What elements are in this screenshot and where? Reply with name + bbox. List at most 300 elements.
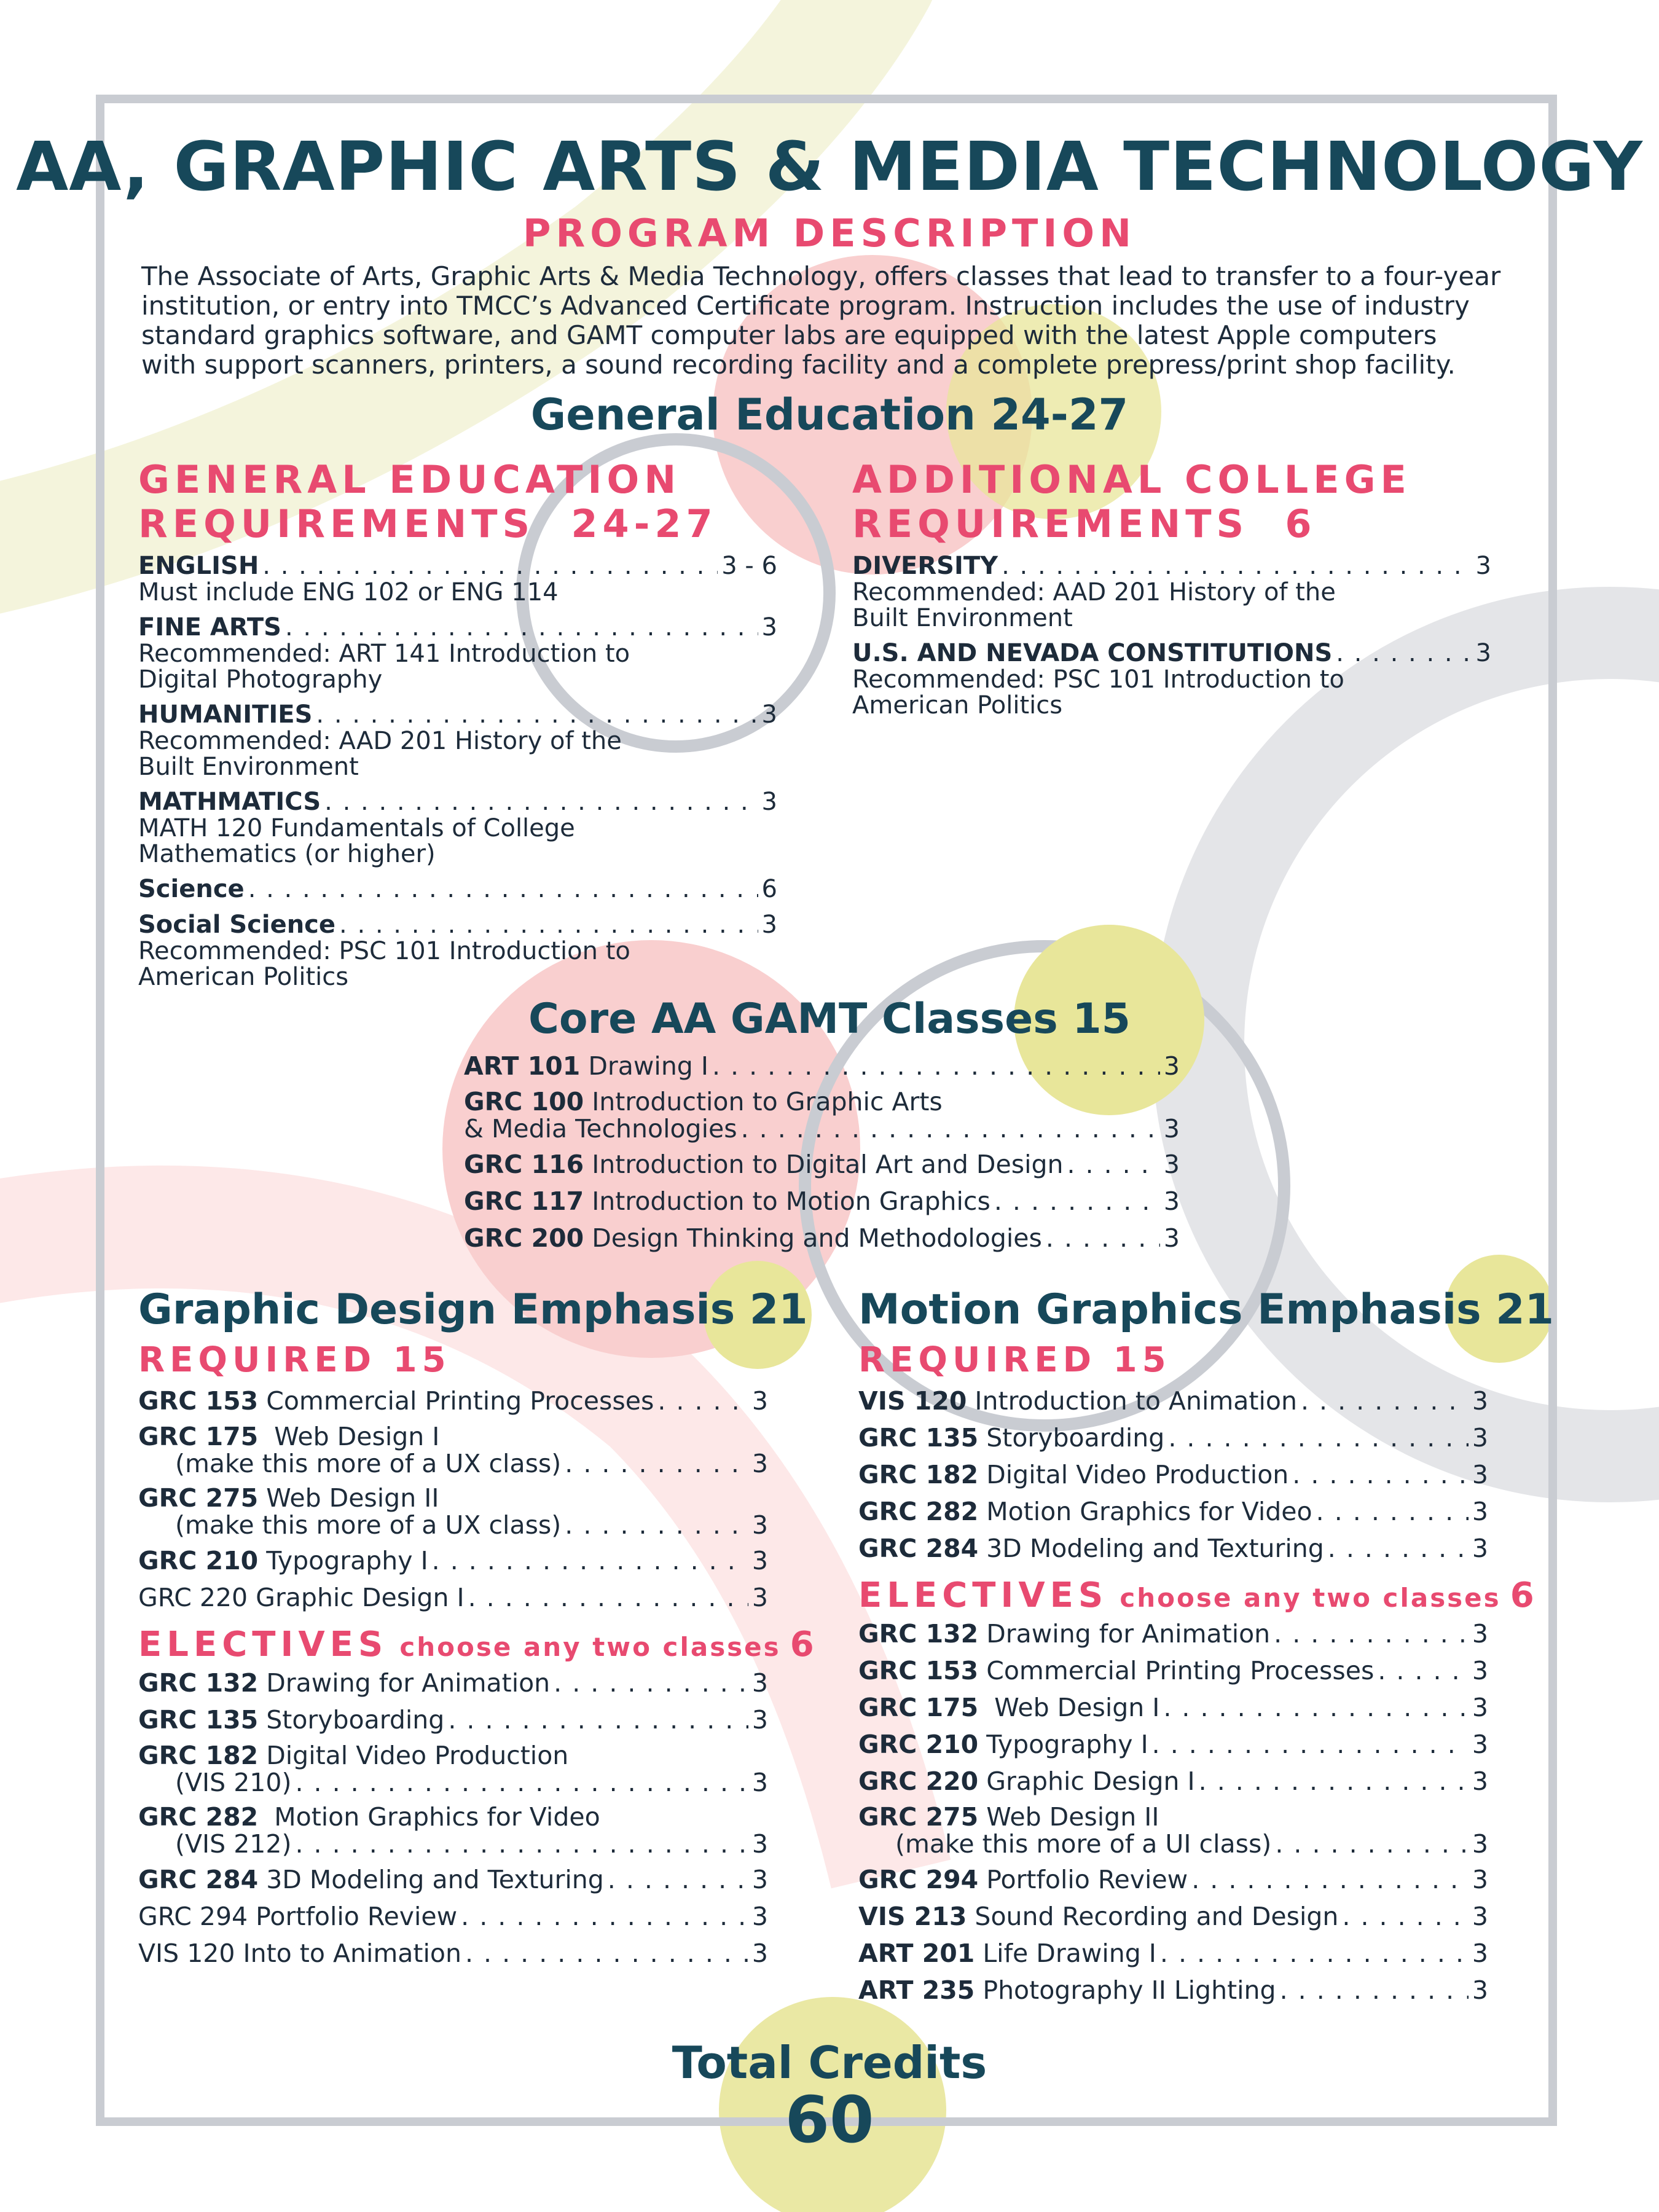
course-row — [138, 1382, 768, 1419]
course-text — [858, 1935, 1156, 1972]
additional-requirements — [852, 458, 1491, 727]
course-code: GRC 210 — [138, 1546, 259, 1575]
course-row — [138, 1701, 768, 1738]
course-row — [138, 1512, 768, 1539]
course-text — [464, 1220, 1042, 1257]
course-code: GRC 200 — [464, 1223, 584, 1253]
course-name: VIS 120 Into to Animation — [138, 1939, 461, 1968]
course-row — [138, 1542, 768, 1579]
course-credits: 3 — [1472, 1829, 1488, 1859]
course-credits: 3 — [1472, 1693, 1488, 1722]
requirement-label: DIVERSITY — [852, 552, 998, 580]
dot-leader — [1067, 1146, 1159, 1183]
description-line: institution, or entry into TMCC’s Advanced Certificate program. Instruction includes the use of industry — [141, 291, 1470, 321]
course-name: Web Design I — [266, 1422, 440, 1451]
course-item — [464, 1084, 1180, 1146]
course-item — [858, 1972, 1488, 2009]
course-code: GRC 153 — [138, 1386, 259, 1416]
requirement-row — [852, 552, 1491, 579]
course-name: Sound Recording and Design — [975, 1902, 1339, 1931]
dot-leader — [565, 1450, 748, 1477]
requirement-note: Recommended: AAD 201 History of the Built Environment — [852, 578, 1336, 632]
course-text — [858, 1419, 1164, 1456]
course-row — [858, 1830, 1488, 1857]
course-row — [138, 1898, 768, 1935]
requirement-label: HUMANITIES — [138, 700, 313, 729]
course-item — [858, 1898, 1488, 1935]
course-item — [858, 1652, 1488, 1689]
motion-graphics-title: Motion Graphics Emphasis 21 — [858, 1285, 1554, 1334]
course-item — [858, 1935, 1488, 1972]
requirement-row — [138, 614, 777, 641]
course-text — [858, 1652, 1374, 1689]
dot-leader — [1316, 1493, 1469, 1530]
dot-leader — [741, 1115, 1160, 1142]
course-text — [138, 1935, 461, 1972]
course-credits: 3 — [751, 1510, 768, 1540]
course-item — [858, 1530, 1488, 1567]
course-row — [858, 1419, 1488, 1456]
requirement-note: Recommended: PSC 101 Introduction to American Politics — [852, 665, 1344, 720]
dot-leader — [468, 1579, 748, 1616]
requirement-entry — [852, 552, 1491, 631]
course-code: GRC 175 — [858, 1693, 979, 1722]
requirement-credits: 3 — [1475, 639, 1491, 667]
course-item — [858, 1382, 1488, 1419]
course-line — [138, 1803, 768, 1830]
description-line: with support scanners, printers, a sound recording facility and a complete prepress/print shop facility. — [141, 350, 1456, 380]
course-row — [858, 1652, 1488, 1689]
course-row — [858, 1615, 1488, 1652]
course-credits: 3 — [751, 1386, 768, 1416]
course-credits: 3 — [751, 1829, 768, 1859]
course-text — [858, 1726, 1148, 1763]
course-code: GRC 100 — [464, 1087, 584, 1116]
graphic-design-required-heading: REQUIRED 15 — [138, 1340, 451, 1380]
course-name: Storyboarding — [986, 1423, 1165, 1453]
course-name-cont: (make this more of a UX class) — [175, 1449, 562, 1478]
additional-heading-line2: REQUIREMENTS 6 — [852, 501, 1317, 546]
dot-leader — [1046, 1220, 1160, 1257]
course-code: GRC 175 — [138, 1422, 259, 1451]
requirement-entry — [138, 701, 777, 780]
course-row — [858, 1382, 1488, 1419]
course-item — [138, 1382, 768, 1419]
dot-leader — [554, 1665, 748, 1701]
dot-leader — [1280, 1972, 1469, 2009]
course-credits: 3 — [751, 1668, 768, 1698]
requirement-credits: 3 — [1475, 552, 1491, 580]
course-name: Graphic Design I — [986, 1767, 1195, 1796]
motion-graphics-required-heading: REQUIRED 15 — [858, 1340, 1171, 1380]
course-credits: 3 — [1472, 1497, 1488, 1526]
course-credits: 3 — [1472, 1460, 1488, 1489]
course-name: Introduction to Motion Graphics — [592, 1186, 990, 1216]
requirement-label: Social Science — [138, 911, 336, 939]
course-code: ART 101 — [464, 1051, 581, 1081]
graphic-design-electives-list — [138, 1665, 768, 1972]
course-name: Photography II Lighting — [982, 1975, 1276, 2005]
dot-leader — [1163, 1689, 1469, 1726]
course-code: GRC 282 — [858, 1497, 979, 1526]
course-code: GRC 210 — [858, 1730, 979, 1759]
course-name: Digital Video Production — [986, 1460, 1289, 1489]
course-name: Motion Graphics for Video — [986, 1497, 1312, 1526]
dot-leader — [339, 911, 758, 938]
course-name-cont: (VIS 212) — [175, 1829, 292, 1859]
program-description-text — [141, 262, 1530, 380]
course-item — [858, 1689, 1488, 1726]
course-item — [858, 1861, 1488, 1898]
course-text — [464, 1183, 990, 1220]
course-text — [138, 1701, 444, 1738]
course-name: Introduction to Digital Art and Design — [592, 1150, 1064, 1179]
course-item — [464, 1183, 1180, 1220]
dot-leader — [1002, 552, 1472, 579]
dot-leader — [1152, 1726, 1469, 1763]
course-name: Drawing I — [588, 1051, 708, 1081]
course-name: 3D Modeling and Texturing — [986, 1534, 1324, 1563]
course-text — [858, 1972, 1276, 2009]
electives-label: ELECTIVES — [858, 1575, 1108, 1615]
course-item — [858, 1615, 1488, 1652]
dot-leader — [1336, 640, 1472, 667]
dot-leader — [295, 1830, 748, 1857]
requirement-row — [852, 640, 1491, 667]
course-text — [138, 1665, 550, 1701]
course-row — [464, 1146, 1180, 1183]
course-credits: 3 — [1472, 1939, 1488, 1968]
course-code: GRC 153 — [858, 1656, 979, 1685]
additional-entry-list — [852, 552, 1491, 718]
general-education-title: General Education 24-27 — [530, 390, 1129, 440]
course-text — [858, 1530, 1324, 1567]
requirement-entry — [138, 911, 777, 990]
requirement-note: Must include ENG 102 or ENG 114 — [138, 578, 559, 606]
course-credits: 3 — [1163, 1223, 1180, 1253]
course-credits: 3 — [1163, 1186, 1180, 1216]
dot-leader — [461, 1898, 748, 1935]
course-name: Storyboarding — [266, 1705, 445, 1735]
course-credits: 3 — [751, 1449, 768, 1478]
course-code: VIS 120 — [858, 1386, 967, 1416]
requirement-credits: 6 — [761, 875, 777, 903]
course-name: Web Design I — [986, 1693, 1160, 1722]
dot-leader — [608, 1861, 748, 1898]
course-name: GRC 294 Portfolio Review — [138, 1902, 458, 1931]
course-credits: 3 — [1472, 1730, 1488, 1759]
course-item — [138, 1419, 768, 1481]
requirement-credits: 3 — [761, 911, 777, 939]
course-code: GRC 117 — [464, 1186, 584, 1216]
requirement-row — [138, 701, 777, 728]
course-row — [138, 1830, 768, 1857]
course-code: GRC 284 — [858, 1534, 979, 1563]
course-row — [138, 1861, 768, 1898]
electives-credits: 6 — [790, 1625, 814, 1665]
course-row — [138, 1579, 768, 1616]
dot-leader — [1292, 1456, 1469, 1493]
course-code: GRC 282 — [138, 1802, 259, 1832]
course-code: GRC 275 — [138, 1483, 259, 1513]
course-line — [138, 1484, 768, 1512]
dot-leader — [248, 876, 758, 903]
dot-leader — [324, 788, 758, 815]
dot-leader — [295, 1769, 748, 1796]
requirement-note: Recommended: AAD 201 History of the Built Environment — [138, 727, 622, 781]
course-name: 3D Modeling and Texturing — [266, 1865, 604, 1894]
gen-ed-requirements — [138, 458, 777, 998]
course-name: Introduction to Animation — [975, 1386, 1297, 1416]
course-text — [858, 1861, 1188, 1898]
course-item — [138, 1481, 768, 1542]
course-line — [138, 1423, 768, 1450]
course-text — [858, 1456, 1288, 1493]
dot-leader — [1342, 1898, 1469, 1935]
core-course-list — [464, 1048, 1180, 1257]
course-code: GRC 116 — [464, 1150, 584, 1179]
course-credits: 3 — [751, 1768, 768, 1797]
course-item — [858, 1493, 1488, 1530]
course-text — [138, 1382, 654, 1419]
course-credits: 3 — [1163, 1051, 1180, 1081]
course-item — [138, 1898, 768, 1935]
motion-graphics-section — [858, 1284, 1554, 2009]
course-credits: 3 — [1472, 1656, 1488, 1685]
course-row — [138, 1665, 768, 1701]
course-row — [858, 1935, 1488, 1972]
course-code: GRC 135 — [138, 1705, 259, 1735]
course-text — [858, 1615, 1270, 1652]
course-text — [858, 1382, 1297, 1419]
total-credits-label: Total Credits — [672, 2037, 987, 2088]
course-name: Portfolio Review — [986, 1865, 1188, 1894]
page-title: AA, GRAPHIC ARTS & MEDIA TECHNOLOGY — [16, 127, 1643, 206]
course-row — [464, 1183, 1180, 1220]
gen-ed-heading-line1: GENERAL EDUCATION — [138, 457, 681, 502]
dot-leader — [1191, 1861, 1469, 1898]
course-item — [858, 1763, 1488, 1800]
course-item — [858, 1419, 1488, 1456]
course-item — [138, 1800, 768, 1861]
course-code: GRC 220 — [858, 1767, 979, 1796]
course-name: Design Thinking and Methodologies — [592, 1223, 1042, 1253]
course-row — [858, 1972, 1488, 2009]
requirement-note: MATH 120 Fundamentals of College Mathematics (or higher) — [138, 814, 575, 868]
dot-leader — [448, 1701, 748, 1738]
course-item — [138, 1701, 768, 1738]
course-credits: 3 — [1163, 1150, 1180, 1179]
course-credits: 3 — [751, 1546, 768, 1575]
course-credits: 3 — [1472, 1534, 1488, 1563]
dot-leader — [316, 701, 758, 728]
course-item — [464, 1146, 1180, 1183]
course-name: Drawing for Animation — [266, 1668, 551, 1698]
course-name-cont: (make this more of a UX class) — [175, 1510, 562, 1540]
course-item — [138, 1935, 768, 1972]
dot-leader — [1274, 1615, 1469, 1652]
course-credits: 3 — [1472, 1423, 1488, 1453]
requirement-label: FINE ARTS — [138, 613, 281, 641]
dot-leader — [1199, 1763, 1469, 1800]
course-code: GRC 182 — [138, 1741, 259, 1770]
course-code: GRC 132 — [858, 1619, 979, 1649]
course-item — [138, 1579, 768, 1616]
requirement-row — [138, 876, 777, 903]
course-credits: 3 — [751, 1583, 768, 1612]
additional-heading-line1: ADDITIONAL COLLEGE — [852, 457, 1411, 502]
course-name: Drawing for Animation — [986, 1619, 1271, 1649]
course-name: GRC 220 Graphic Design I — [138, 1583, 465, 1612]
course-code: ART 235 — [858, 1975, 975, 2005]
requirement-label: MATHMATICS — [138, 788, 321, 816]
course-item — [858, 1456, 1488, 1493]
course-row — [858, 1530, 1488, 1567]
course-text — [464, 1048, 708, 1084]
electives-credits: 6 — [1510, 1575, 1534, 1615]
course-name-cont: (VIS 210) — [175, 1768, 292, 1797]
course-text — [858, 1493, 1312, 1530]
course-text — [138, 1898, 457, 1935]
requirement-entry — [138, 788, 777, 867]
course-name: Web Design II — [986, 1802, 1159, 1832]
dot-leader — [432, 1542, 748, 1579]
course-code: GRC 294 — [858, 1865, 979, 1894]
course-row — [858, 1689, 1488, 1726]
course-credits: 3 — [1163, 1114, 1180, 1143]
requirement-entry — [138, 552, 777, 605]
program-description-heading: PROGRAM DESCRIPTION — [523, 211, 1136, 256]
course-name: Commercial Printing Processes — [266, 1386, 654, 1416]
course-credits: 3 — [1472, 1975, 1488, 2005]
course-row — [138, 1935, 768, 1972]
course-item — [464, 1048, 1180, 1084]
course-credits: 3 — [751, 1939, 768, 1968]
course-credits: 3 — [751, 1705, 768, 1735]
graphic-design-section — [138, 1284, 814, 1972]
course-row — [138, 1450, 768, 1477]
course-credits: 3 — [751, 1902, 768, 1931]
course-code: GRC 284 — [138, 1865, 259, 1894]
course-code: GRC 182 — [858, 1460, 979, 1489]
course-item — [464, 1220, 1180, 1257]
course-code: VIS 213 — [858, 1902, 967, 1931]
course-item — [138, 1542, 768, 1579]
course-text — [464, 1146, 1063, 1183]
course-credits: 3 — [1472, 1619, 1488, 1649]
course-name: Typography I — [266, 1546, 428, 1575]
requirement-credits: 3 — [761, 700, 777, 729]
course-line — [464, 1088, 1180, 1115]
dot-leader — [657, 1382, 748, 1419]
gen-ed-entry-list — [138, 552, 777, 990]
course-credits: 3 — [1472, 1767, 1488, 1796]
requirement-row — [138, 552, 777, 579]
electives-sub: choose any two classes — [1120, 1583, 1501, 1613]
requirement-row — [138, 911, 777, 938]
electives-label: ELECTIVES — [138, 1625, 388, 1665]
course-name: Introduction to Graphic Arts — [592, 1087, 943, 1116]
graphic-design-title: Graphic Design Emphasis 21 — [138, 1285, 808, 1334]
course-row — [858, 1898, 1488, 1935]
requirement-credits: 3 — [761, 788, 777, 816]
course-row — [858, 1861, 1488, 1898]
course-code: GRC 132 — [138, 1668, 259, 1698]
dot-leader — [1275, 1830, 1469, 1857]
course-row — [138, 1769, 768, 1796]
course-name-cont: (make this more of a UI class) — [895, 1829, 1272, 1859]
dot-leader — [994, 1183, 1160, 1220]
requirement-credits: 3 - 6 — [721, 552, 777, 580]
course-name: Digital Video Production — [266, 1741, 569, 1770]
total-credits-value: 60 — [785, 2082, 874, 2157]
motion-graphics-electives-list — [858, 1615, 1488, 2009]
course-credits: 3 — [751, 1865, 768, 1894]
dot-leader — [285, 614, 758, 641]
motion-graphics-required-list — [858, 1382, 1488, 1567]
graphic-design-required-list — [138, 1382, 768, 1616]
motion-graphics-electives-heading — [858, 1575, 1534, 1615]
course-item — [858, 1800, 1488, 1861]
dot-leader — [465, 1935, 748, 1972]
description-line: standard graphics software, and GAMT computer labs are equipped with the latest Apple computers — [141, 320, 1437, 350]
course-name: Typography I — [986, 1730, 1148, 1759]
course-row — [858, 1493, 1488, 1530]
course-item — [858, 1726, 1488, 1763]
requirement-label: Science — [138, 875, 245, 903]
requirement-note: Recommended: PSC 101 Introduction to American Politics — [138, 937, 630, 991]
course-name: Life Drawing I — [982, 1939, 1156, 1968]
course-row — [858, 1763, 1488, 1800]
dot-leader — [712, 1048, 1160, 1084]
course-text — [858, 1689, 1159, 1726]
course-name: Commercial Printing Processes — [986, 1656, 1375, 1685]
description-line: The Associate of Arts, Graphic Arts & Media Technology, offers classes that lead to transfer to a four-year — [141, 261, 1501, 291]
course-code: GRC 275 — [858, 1802, 979, 1832]
requirement-entry — [138, 876, 777, 903]
requirement-entry — [138, 614, 777, 692]
course-row — [464, 1048, 1180, 1084]
requirement-row — [138, 788, 777, 815]
course-line — [858, 1803, 1488, 1830]
dot-leader — [1168, 1419, 1469, 1456]
course-item — [138, 1665, 768, 1701]
course-line — [138, 1742, 768, 1769]
course-row — [464, 1220, 1180, 1257]
course-row — [464, 1115, 1180, 1142]
dot-leader — [262, 552, 718, 579]
course-text — [138, 1861, 604, 1898]
requirement-entry — [852, 640, 1491, 718]
course-credits: 3 — [1472, 1902, 1488, 1931]
course-name: Motion Graphics for Video — [266, 1802, 600, 1832]
requirement-label: ENGLISH — [138, 552, 259, 580]
dot-leader — [565, 1512, 748, 1539]
course-row — [858, 1456, 1488, 1493]
dot-leader — [1328, 1530, 1469, 1567]
course-text — [138, 1579, 465, 1616]
course-text — [858, 1763, 1195, 1800]
requirement-credits: 3 — [761, 613, 777, 641]
dot-leader — [1160, 1935, 1469, 1972]
course-credits: 3 — [1472, 1865, 1488, 1894]
requirement-label: U.S. AND NEVADA CONSTITUTIONS — [852, 639, 1333, 667]
course-row — [858, 1726, 1488, 1763]
course-item — [138, 1738, 768, 1800]
gen-ed-heading-line2: REQUIREMENTS 24-27 — [138, 501, 718, 546]
dot-leader — [1378, 1652, 1469, 1689]
course-name: Web Design II — [266, 1483, 439, 1513]
